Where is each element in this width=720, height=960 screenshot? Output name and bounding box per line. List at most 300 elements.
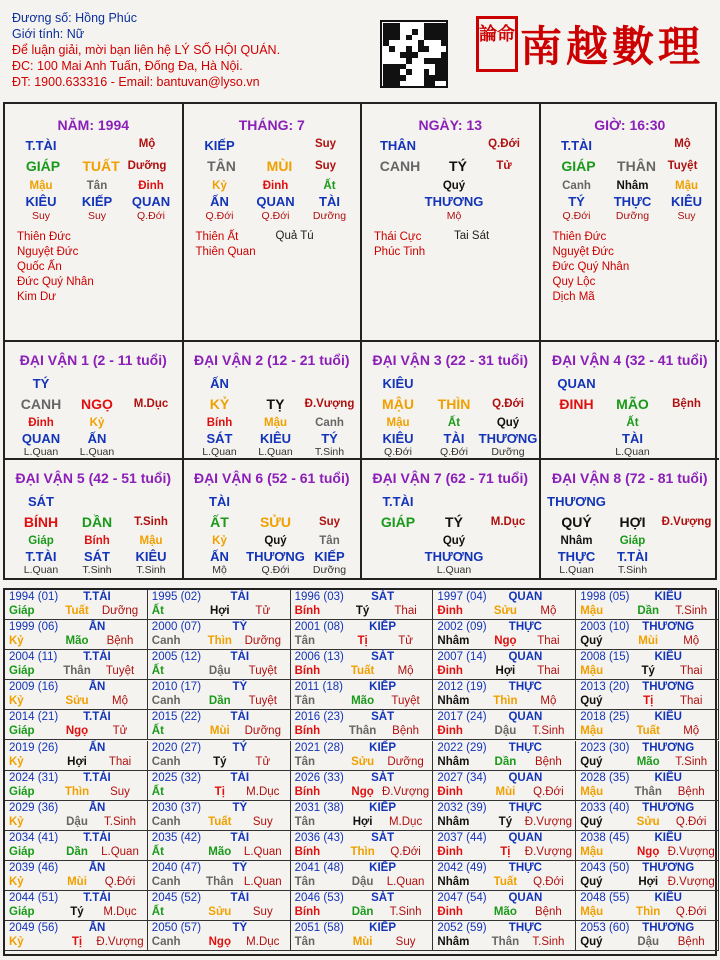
star-item: Thiên Đức	[17, 231, 71, 243]
year-branch: Thân	[348, 725, 377, 738]
hidden-god: KIẾP	[314, 549, 345, 564]
year-stem: Nhâm	[437, 875, 470, 888]
year-label: 2022 (29)	[437, 741, 487, 754]
year-label: 2013 (20)	[580, 681, 630, 694]
year-label: 2046 (53)	[294, 892, 344, 904]
year-stage: Đ.Vượng	[381, 785, 430, 798]
luck-god: THƯƠNG	[547, 494, 606, 509]
pillar-cell	[541, 104, 720, 342]
year-branch: Mùi	[209, 725, 230, 738]
hidden-stem: Mậu	[675, 180, 698, 192]
year-god: THƯƠNG	[642, 741, 695, 754]
year-stage: L.Quan	[243, 875, 282, 888]
hidden-god: QUAN	[131, 194, 171, 209]
luck-god: SÁT	[28, 494, 54, 509]
year-branch: Hợi	[209, 605, 230, 617]
year-god: KIÊU	[654, 651, 682, 664]
hidden-stem: Kỷ	[212, 535, 227, 547]
year-branch: Ngọ	[65, 725, 89, 738]
year-god: THƯƠNG	[642, 681, 695, 694]
year-stem: Canh	[151, 755, 181, 768]
year-cell	[5, 891, 148, 921]
year-stem: Quý	[580, 936, 603, 949]
pillar-stage: Suy	[314, 160, 337, 172]
hidden-stage: Q.Đới	[261, 210, 290, 222]
earthly-branch: THÌN	[437, 396, 471, 412]
year-label: 2025 (32)	[151, 771, 202, 784]
hidden-god: TÝ	[568, 194, 585, 209]
year-stage: Tử	[255, 605, 271, 617]
year-branch: Hợi	[67, 755, 87, 768]
year-god: QUAN	[508, 831, 543, 844]
luck-stage: Q.Đới	[492, 398, 524, 410]
year-branch: Ngọ	[208, 936, 231, 949]
year-god: THƯƠNG	[642, 922, 695, 935]
hidden-god: KIẾP	[81, 194, 113, 209]
hidden-god: THƯƠNG	[246, 549, 305, 564]
year-branch: Sửu	[351, 755, 375, 768]
year-stage: M.Dục	[246, 785, 280, 798]
year-branch: Ngọ	[494, 635, 517, 648]
pillar-god: KIẾP	[204, 138, 235, 153]
year-stem: Tân	[294, 695, 316, 708]
year-cell	[433, 831, 576, 861]
year-stem: Mậu	[580, 725, 604, 738]
hidden-stage: L.Quan	[559, 564, 594, 576]
year-stage: Đ.Vượng	[96, 936, 144, 949]
year-stage: Thai	[537, 665, 560, 678]
hidden-stage: L.Quan	[79, 446, 115, 458]
hidden-god: TÀI	[622, 431, 643, 446]
year-cell	[576, 680, 719, 710]
year-stem: Đinh	[437, 906, 463, 918]
contact-note: Để luận giải, mời bạn liên hệ LÝ SỐ HỘI QUÁN.	[12, 43, 281, 57]
year-cell	[148, 741, 291, 771]
seal-icon: 論命	[476, 16, 518, 72]
year-cell	[148, 861, 291, 891]
year-cell	[5, 831, 148, 861]
luck-cycle-cell	[5, 460, 184, 578]
luck-stage: M.Dục	[133, 398, 169, 410]
year-stem: Quý	[580, 635, 603, 648]
year-branch: Tị	[214, 785, 225, 798]
year-stage: Thai	[680, 665, 703, 678]
year-branch: Tị	[71, 936, 83, 949]
year-stem: Mậu	[580, 665, 604, 678]
luck-cycle-cell	[362, 460, 541, 578]
year-label: 2005 (12)	[151, 651, 202, 664]
year-label: 2043 (50)	[580, 861, 630, 874]
year-stem: Đinh	[437, 665, 463, 678]
hidden-stage: Dưỡng	[312, 564, 347, 576]
phone-email: ĐT: 1900.633316 - Email: bantuvan@lyso.vn	[12, 75, 260, 89]
brand-text: 南越數理	[520, 22, 705, 71]
year-cell	[433, 680, 576, 710]
hidden-god: TÝ	[321, 431, 338, 446]
year-stage: Đ.Vượng	[524, 815, 572, 828]
luck-cycle-cell	[184, 342, 363, 460]
luck-cycle-title: ĐẠI VẬN 5 (42 - 51 tuổi)	[15, 470, 172, 486]
year-branch: Sửu	[636, 815, 660, 828]
year-stage: Suy	[252, 815, 273, 828]
star-item: Dịch Mã	[552, 291, 595, 303]
year-god: SÁT	[371, 711, 395, 724]
year-branch: Mão	[636, 755, 660, 768]
year-branch: Hợi	[495, 665, 516, 678]
year-label: 2012 (19)	[437, 681, 487, 694]
year-label: 2023 (30)	[580, 741, 630, 754]
star-item: Đức Quý Nhân	[17, 276, 94, 288]
year-branch: Mão	[208, 845, 232, 858]
year-stem: Mậu	[580, 906, 604, 918]
year-god: THỰC	[508, 801, 542, 814]
hidden-god: T.TÀI	[25, 549, 57, 564]
year-label: 1994 (01)	[9, 591, 59, 603]
earthly-branch: TÝ	[449, 158, 467, 174]
hidden-stem: Quý	[264, 535, 287, 547]
earthly-branch: DẦN	[81, 514, 113, 530]
year-stem: Giáp	[9, 605, 35, 617]
luck-cycle-cell	[541, 342, 720, 460]
year-god: SÁT	[371, 771, 395, 784]
year-god: KIÊU	[654, 771, 682, 784]
year-stage: Mộ	[540, 605, 557, 617]
hidden-stem: Ất	[323, 180, 336, 192]
year-stage: Bệnh	[677, 936, 705, 949]
luck-cycle-title: ĐẠI VẬN 7 (62 - 71 tuổi)	[372, 470, 529, 486]
year-label: 2000 (07)	[151, 621, 202, 634]
year-stage: L.Quan	[101, 845, 139, 858]
hidden-god: THƯƠNG	[478, 431, 538, 446]
year-cell	[433, 921, 576, 951]
hidden-stage: L.Quan	[23, 446, 59, 458]
hidden-stem: Ất	[626, 417, 639, 429]
year-label: 1998 (05)	[580, 591, 630, 603]
year-branch: Tý	[355, 605, 370, 617]
year-god: KIÊU	[654, 711, 682, 724]
hidden-stage: Q.Đới	[137, 210, 165, 222]
year-god: KIẾP	[369, 801, 397, 814]
year-stem: Bính	[294, 845, 321, 858]
star-item-other: Quả Tú	[275, 230, 314, 242]
year-stage: Bệnh	[534, 906, 562, 918]
year-label: 2029 (36)	[9, 801, 59, 814]
hidden-stage: Mộ	[446, 210, 462, 222]
star-item: Đức Quý Nhân	[552, 261, 630, 273]
year-god: TÀI	[230, 711, 250, 724]
year-cell	[291, 620, 434, 650]
year-stem: Đinh	[437, 725, 463, 738]
luck-stage: T.Sinh	[134, 516, 168, 528]
hidden-stem: Canh	[562, 180, 591, 192]
year-cell	[148, 680, 291, 710]
year-stage: Tuyệt	[391, 695, 420, 708]
earthly-branch: MÙI	[266, 158, 293, 174]
year-label: 2032 (39)	[437, 801, 487, 814]
year-stage: Mộ	[683, 725, 700, 738]
star-item: Nguyệt Đức	[552, 246, 614, 258]
luck-stage: Đ.Vượng	[304, 398, 355, 410]
hidden-stem: Canh	[315, 417, 344, 429]
earthly-branch: NGỌ	[81, 396, 113, 412]
pillar-status: Suy	[314, 138, 337, 150]
year-stage: Dưỡng	[244, 635, 281, 648]
earthly-branch: THÂN	[617, 158, 656, 174]
hidden-stage: Suy	[677, 210, 696, 222]
hidden-stage: Suy	[87, 210, 107, 222]
luck-cycle-cell	[5, 342, 184, 460]
year-stage: Đ.Vượng	[524, 845, 572, 858]
luck-cycle-cell	[184, 460, 363, 578]
year-label: 2048 (55)	[580, 892, 630, 904]
year-god: QUAN	[508, 651, 543, 664]
heavenly-stem: TÂN	[207, 158, 236, 174]
star-item: Thiên Đức	[552, 231, 607, 243]
year-branch: Mùi	[352, 936, 373, 949]
year-stem: Giáp	[9, 845, 35, 858]
year-stage: Mộ	[683, 635, 700, 648]
year-god: SÁT	[371, 651, 395, 664]
year-branch: Mùi	[638, 635, 659, 648]
star-item: Thiên Ất	[195, 231, 239, 243]
year-stage: Tử	[398, 635, 413, 648]
pillar-cell	[362, 104, 541, 342]
heavenly-stem: ĐINH	[559, 396, 594, 412]
year-branch: Thân	[491, 936, 520, 949]
year-cell	[576, 650, 719, 680]
hidden-god: KIÊU	[259, 431, 292, 446]
pillar-god: THÂN	[379, 138, 417, 153]
hidden-stem: Nhâm	[560, 535, 593, 547]
year-cell	[291, 861, 434, 891]
luck-stage: Bệnh	[672, 398, 701, 410]
year-branch: Tị	[500, 845, 511, 858]
year-stage: Q.Đới	[533, 785, 564, 798]
hidden-stem: Bính	[84, 535, 110, 547]
year-label: 2002 (09)	[437, 621, 487, 634]
year-branch: Dần	[66, 845, 88, 858]
year-stem: Ất	[151, 906, 164, 918]
year-label: 2049 (56)	[9, 922, 59, 935]
hidden-stem: Kỷ	[212, 180, 227, 192]
hidden-god: QUAN	[21, 431, 61, 446]
year-god: SÁT	[371, 831, 395, 844]
hidden-stem: Quý	[442, 180, 466, 192]
year-god: THƯƠNG	[642, 621, 695, 634]
year-label: 2010 (17)	[151, 681, 202, 694]
year-cell	[433, 861, 576, 891]
year-cell	[433, 650, 576, 680]
luck-god: KIÊU	[382, 376, 414, 391]
year-god: TÀI	[230, 591, 250, 603]
hidden-god: THƯƠNG	[424, 194, 484, 209]
hidden-stem: Bính	[206, 417, 233, 429]
year-stem: Nhâm	[437, 936, 470, 949]
year-cell	[291, 650, 434, 680]
star-item: Thiên Quan	[195, 246, 256, 258]
year-god: THỰC	[508, 681, 542, 694]
auspicious-stars	[17, 230, 94, 305]
year-stage: Q.Đới	[675, 906, 707, 918]
year-branch: Dần	[208, 695, 231, 708]
year-stem: Canh	[151, 815, 181, 828]
year-branch: Mão	[493, 906, 517, 918]
year-stem: Kỷ	[9, 755, 24, 768]
luck-god: TÝ	[32, 376, 50, 391]
year-label: 2040 (47)	[151, 861, 202, 874]
year-label: 2017 (24)	[437, 711, 487, 724]
year-stage: Bệnh	[534, 755, 562, 768]
year-stem: Kỷ	[9, 815, 24, 828]
pillar-god: T.TÀI	[560, 138, 593, 153]
year-branch: Mão	[65, 635, 89, 648]
year-label: 2041 (48)	[294, 861, 344, 874]
year-god: ẤN	[88, 741, 106, 754]
year-stage: Suy	[252, 906, 273, 918]
year-god: TÝ	[232, 741, 248, 754]
brand-logo	[476, 10, 706, 76]
year-cell	[291, 590, 434, 620]
year-god: T.TÀI	[83, 651, 111, 664]
hidden-god: THỰC	[613, 194, 652, 209]
hidden-god: ẤN	[210, 549, 229, 564]
year-god: QUAN	[508, 591, 543, 603]
year-branch: Tý	[498, 815, 513, 828]
year-branch: Ngọ	[637, 845, 660, 858]
year-stage: Bệnh	[106, 635, 134, 648]
year-stem: Nhâm	[437, 755, 470, 768]
pillar-title: THÁNG: 7	[238, 117, 305, 133]
earthly-branch: SỬU	[259, 514, 292, 530]
year-branch: Thân	[63, 665, 91, 678]
year-branch: Dậu	[637, 936, 660, 949]
hidden-god: SÁT	[84, 549, 110, 564]
hidden-stem: Giáp	[619, 535, 646, 547]
year-cell	[576, 710, 719, 740]
year-cell	[576, 771, 719, 801]
year-label: 2014 (21)	[9, 711, 59, 724]
hidden-god: THỰC	[557, 549, 596, 564]
year-branch: Tuất	[636, 725, 660, 738]
luck-stage: Suy	[318, 516, 341, 528]
year-stage: Đ.Vượng	[667, 875, 715, 888]
heavenly-stem: GIÁP	[380, 514, 416, 530]
year-cell	[433, 771, 576, 801]
year-stage: Thai	[108, 755, 132, 768]
year-label: 2024 (31)	[9, 771, 59, 784]
heavenly-stem: GIÁP	[25, 158, 61, 174]
year-stem: Nhâm	[437, 815, 470, 828]
year-stage: L.Quan	[386, 875, 425, 888]
year-label: 2044 (51)	[9, 892, 59, 904]
year-label: 2009 (16)	[9, 681, 59, 694]
year-stage: Tuyệt	[248, 665, 277, 678]
hidden-god: TÀI	[443, 431, 465, 446]
year-stem: Canh	[151, 695, 181, 708]
year-cell	[291, 710, 434, 740]
year-branch: Sửu	[65, 695, 89, 708]
year-stage: Suy	[395, 936, 416, 949]
year-stage: T.Sinh	[532, 725, 565, 738]
year-cell	[433, 710, 576, 740]
year-stage: M.Dục	[246, 936, 280, 949]
year-stem: Kỷ	[9, 695, 24, 708]
pillar-cell	[5, 104, 184, 342]
year-stage: Dưỡng	[244, 725, 281, 738]
year-label: 2034 (41)	[9, 831, 59, 844]
year-stage: Bệnh	[392, 725, 420, 738]
hidden-stem: Kỷ	[89, 417, 105, 429]
year-cell	[148, 921, 291, 951]
year-cell	[433, 741, 576, 771]
year-cell	[291, 891, 434, 921]
year-stage: T.Sinh	[389, 906, 422, 918]
year-stem: Đinh	[437, 845, 463, 858]
hidden-god: ẤN	[210, 194, 229, 209]
hidden-god: TÀI	[319, 194, 340, 209]
earthly-branch: TỴ	[266, 396, 285, 412]
hidden-stage: L.Quan	[23, 564, 59, 576]
year-branch: Dậu	[66, 815, 88, 828]
year-god: TÝ	[232, 681, 248, 694]
year-label: 2026 (33)	[294, 771, 344, 784]
year-branch: Thân	[634, 785, 662, 798]
year-cell	[433, 801, 576, 831]
luck-stage: M.Dục	[490, 516, 526, 528]
year-label: 2015 (22)	[151, 711, 202, 724]
year-god: KIẾP	[369, 861, 397, 874]
year-god: TÀI	[230, 771, 250, 784]
year-god: TÀI	[230, 651, 250, 664]
hidden-god: ẤN	[87, 431, 107, 446]
luck-god: TÀI	[209, 494, 230, 509]
year-label: 2007 (14)	[437, 651, 487, 664]
year-god: THỰC	[508, 922, 542, 935]
year-god: TÝ	[232, 621, 248, 634]
year-label: 2042 (49)	[437, 861, 487, 874]
heavenly-stem: BÍNH	[23, 514, 59, 530]
year-cell	[291, 831, 434, 861]
year-branch: Dậu	[494, 725, 517, 738]
year-branch: Hợi	[352, 815, 373, 828]
year-cell	[5, 590, 148, 620]
luck-cycle-cell	[362, 342, 541, 460]
luck-cycle-title: ĐẠI VẬN 2 (12 - 21 tuổi)	[193, 352, 350, 368]
year-branch: Tuất	[493, 875, 518, 888]
year-label: 1995 (02)	[151, 591, 202, 603]
year-label: 2050 (57)	[151, 922, 202, 935]
year-branch: Thìn	[64, 785, 90, 798]
year-stem: Giáp	[9, 665, 35, 678]
year-stage: Tuyệt	[105, 665, 135, 678]
year-label: 2028 (35)	[580, 771, 630, 784]
year-god: THỰC	[508, 621, 542, 634]
year-god: QUAN	[508, 711, 543, 724]
year-cell	[148, 650, 291, 680]
hidden-stem: Mậu	[264, 417, 287, 429]
year-branch: Ngọ	[351, 785, 374, 798]
year-label: 2001 (08)	[294, 621, 344, 634]
luck-cycle-title: ĐẠI VẬN 8 (72 - 81 tuổi)	[551, 470, 708, 486]
year-stem: Giáp	[9, 785, 35, 798]
year-god: KIÊU	[654, 591, 682, 603]
year-cell	[576, 620, 719, 650]
year-cell	[5, 921, 148, 951]
year-cell	[433, 891, 576, 921]
year-branch: Tý	[641, 665, 655, 678]
hidden-stem: Đinh	[138, 180, 164, 192]
year-god: TÝ	[232, 861, 248, 874]
